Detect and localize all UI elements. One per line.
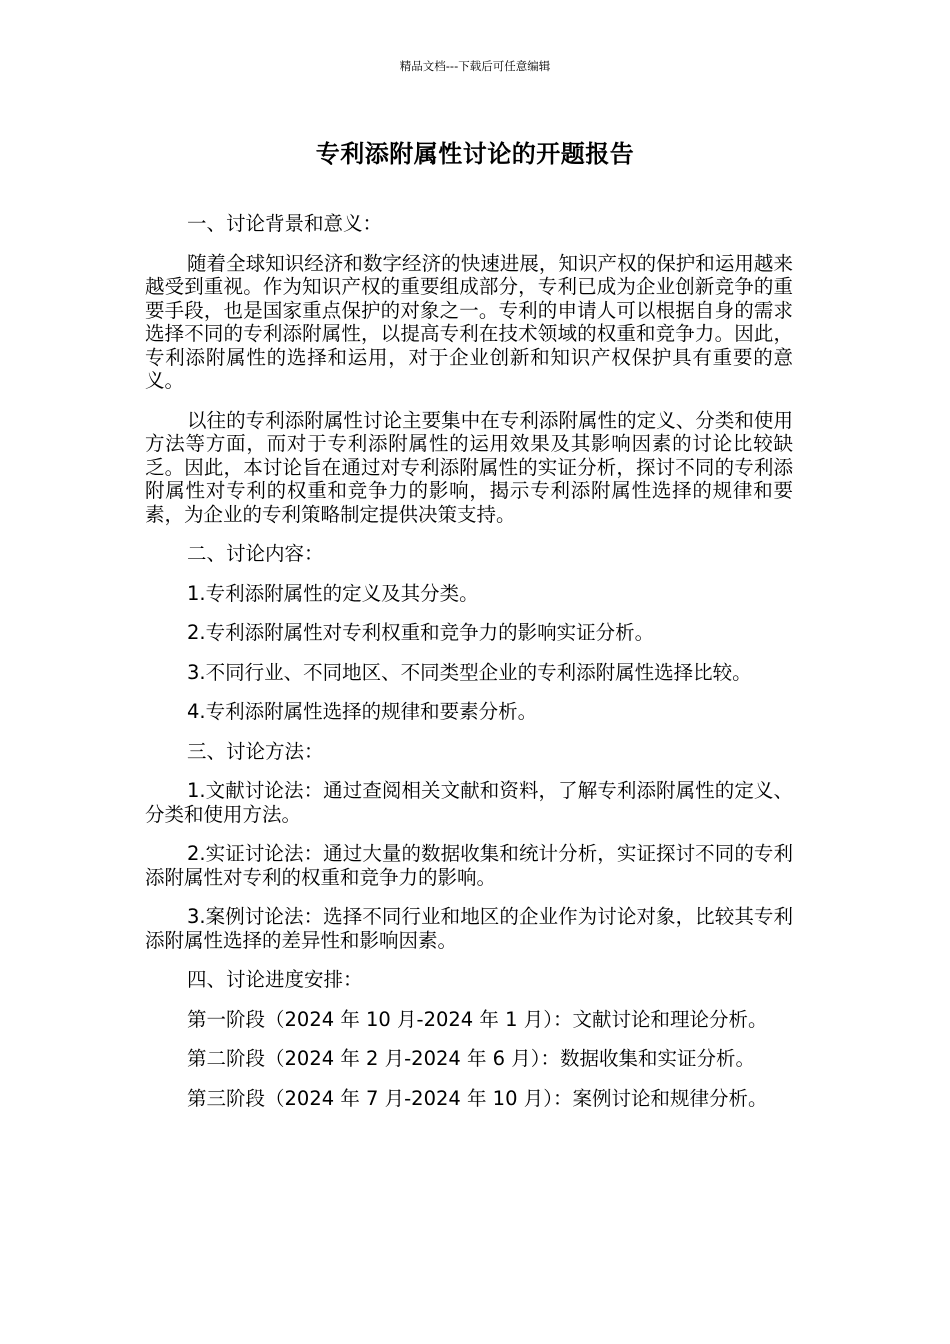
section-heading-background: 一、讨论背景和意义： bbox=[187, 212, 383, 235]
paragraph-background-2: 以往的专利添附属性讨论主要集中在专利添附属性的定义、分类和使用方法等方面，而对于专利添附属性的运用效果及其影响因素的讨论比较缺乏。因此，本讨论旨在通过对专利添附属性的实证分析，探讨不同的专利添附属性对专利的权重和竞争力的影响，揭示专利添附属性选择的规律和要素，为企业的专利策略制定提供决策支持。 bbox=[145, 408, 793, 526]
content-item-2: 2.专利添附属性对专利权重和竞争力的影响实证分析。 bbox=[187, 621, 655, 644]
method-item-1: 1.文献讨论法：通过查阅相关文献和资料，了解专利添附属性的定义、分类和使用方法。 bbox=[145, 779, 793, 826]
header-note: 精品文档---下载后可任意编辑 bbox=[399, 59, 551, 73]
content-item-1: 1.专利添附属性的定义及其分类。 bbox=[187, 581, 479, 605]
document-body bbox=[145, 212, 793, 1126]
section-heading-schedule: 四、讨论进度安排： bbox=[187, 968, 363, 991]
section-heading-content: 二、讨论内容： bbox=[187, 542, 324, 565]
method-item-3: 3.案例讨论法：选择不同行业和地区的企业作为讨论对象，比较其专利添附属性选择的差异性和影响因素。 bbox=[145, 905, 793, 952]
section-heading-methods: 三、讨论方法： bbox=[187, 739, 324, 763]
schedule-stage-2: 第二阶段（2024 年 2 月-2024 年 6 月）：数据收集和实证分析。 bbox=[187, 1047, 756, 1070]
schedule-stage-3: 第三阶段（2024 年 7 月-2024 年 10 月）：案例讨论和规律分析。 bbox=[187, 1086, 768, 1110]
content-item-4: 4.专利添附属性选择的规律和要素分析。 bbox=[187, 700, 538, 723]
schedule-stage-1: 第一阶段（2024 年 10 月-2024 年 1 月）：文献讨论和理论分析。 bbox=[187, 1007, 768, 1031]
content-item-3: 3.不同行业、不同地区、不同类型企业的专利添附属性选择比较。 bbox=[187, 660, 752, 684]
document-title: 专利添附属性讨论的开题报告 bbox=[315, 140, 635, 168]
method-item-2: 2.实证讨论法：通过大量的数据收集和统计分析，实证探讨不同的专利添附属性对专利的权重和竞争力的影响。 bbox=[145, 842, 793, 889]
paragraph-background-1: 随着全球知识经济和数字经济的快速进展，知识产权的保护和运用越来越受到重视。作为知识产权的重要组成部分，专利已成为企业创新竞争的重要手段，也是国家重点保护的对象之一。专利的申请人可以根据自身的需求选择不同的专利添附属性，以提高专利在技术领域的权重和竞争力。因此，专利添附属性的选择和运用，对于企业创新和知识产权保护具有重要的意义。 bbox=[145, 251, 793, 392]
